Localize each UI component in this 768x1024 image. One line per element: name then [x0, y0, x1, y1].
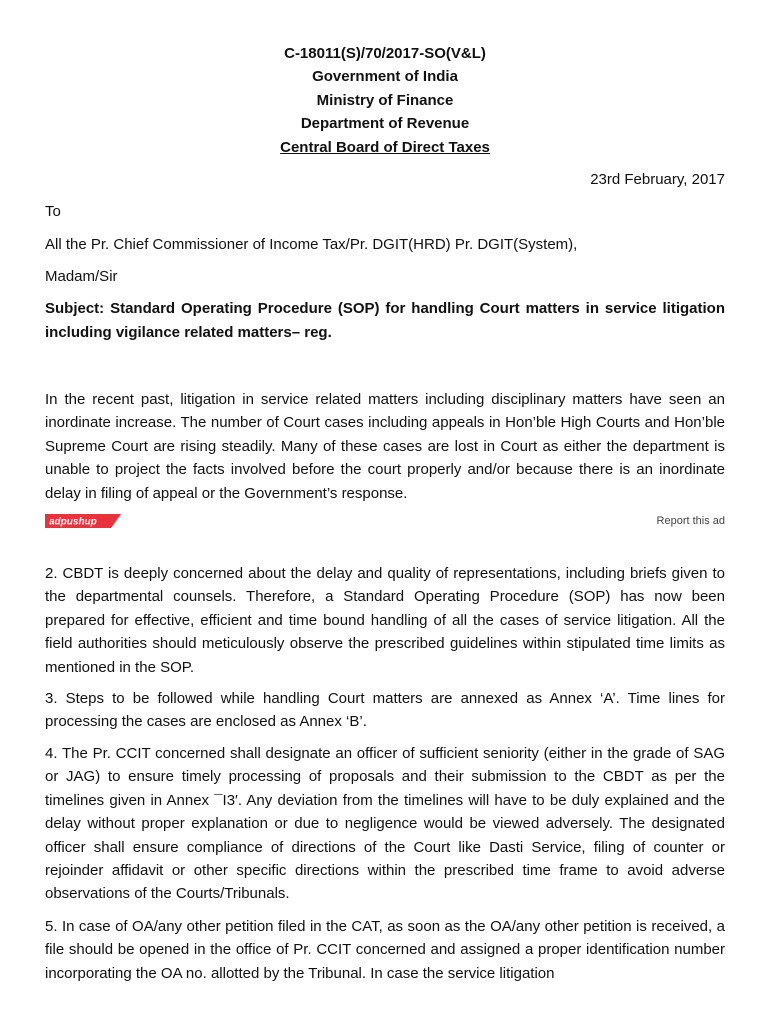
paragraph-1: In the recent past, litigation in service related matters including disciplinary matters have seen an inordinate increase. The number of Court cases including appeals in Hon’ble High Courts and Hon’ble Supreme Court are rising steadily. Many of these cases are lost in Court as either the department is unable to project the facts involved before the court properly and/or because there is an inordinate delay in filing of appeal or the Government’s response.: [45, 391, 725, 502]
addressee: All the Pr. Chief Commissioner of Income Tax/Pr. DGIT(HRD) Pr. DGIT(System),: [45, 236, 578, 253]
report-ad-link[interactable]: Report this ad: [656, 515, 725, 527]
paragraph-4: 4. The Pr. CCIT concerned shall designate an officer of sufficient seniority (either in the grade of SAG or JAG) to ensure timely processing of proposals and their submission to the CBDT as per the timelines given in Annex ¯I3′. Any deviation from the timelines will have to be duly explained and the delay without proper explanation or due to negligence would be viewed adversely. The designated officer shall ensure compliance of directions of the Court like Dasti Service, filing of counter or rejoinder affidavit or other specific directions within the prescribed time frame to avoid adverse observations of the Courts/Tribunals.: [45, 745, 725, 903]
ad-bar: [45, 513, 725, 529]
subject-line: Subject: Standard Operating Procedure (SOP) for handling Court matters in service litigation including vigilance related matters– reg.: [45, 300, 725, 341]
department-line: Department of Revenue: [300, 115, 470, 133]
board-line: Central Board of Direct Taxes: [280, 138, 490, 156]
paragraph-2: 2. CBDT is deeply concerned about the delay and quality of representations, including briefs given to the departmental counsels. Therefore, a Standard Operating Procedure (SOP) has now been prepared for effective, efficient and time bound handling of all the cases of service litigation. All the field authorities should meticulously observe the prescribed guidelines within stipulated time limits as mentioned in the SOP.: [45, 565, 725, 676]
adpushup-logo-text: adpushup: [49, 516, 97, 528]
paragraph-5: 5. In case of OA/any other petition filed in the CAT, as soon as the OA/any other petition is received, a file should be opened in the office of Pr. CCIT concerned and assigned a proper identification number incorporating the OA no. allotted by the Tribunal. In case the service litigation: [45, 918, 725, 982]
government-line: Government of India: [312, 68, 458, 86]
salutation: Madam/Sir: [45, 268, 118, 285]
paragraph-3: 3. Steps to be followed while handling Court matters are annexed as Annex ‘A’. Time lines for processing the cases are enclosed as Annex ‘B’.: [45, 690, 725, 731]
reference-number: C-18011(S)/70/2017-SO(V&L): [284, 45, 486, 62]
ministry-line: Ministry of Finance: [316, 91, 454, 109]
letter-date: 23rd February, 2017: [590, 171, 725, 188]
adpushup-logo-icon[interactable]: [45, 514, 121, 528]
to-label: To: [45, 203, 61, 220]
letter-header: [45, 42, 725, 159]
